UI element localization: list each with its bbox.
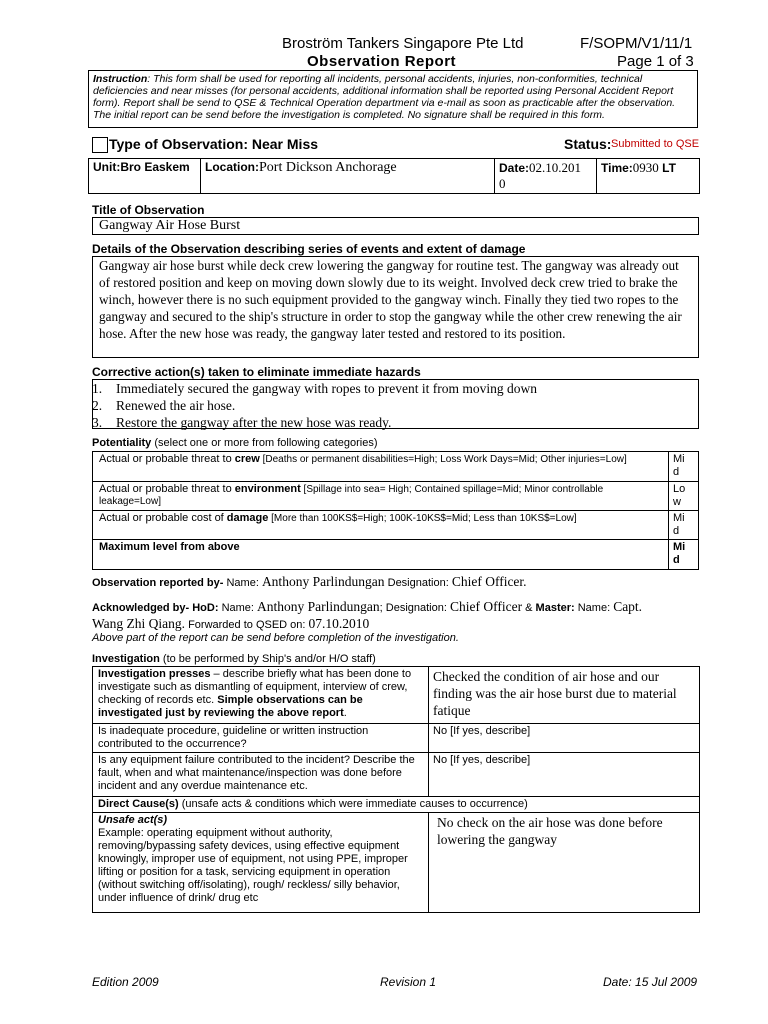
acknowledged-by: Acknowledged by- HoD: Name: Anthony Parlindungan; Designation: Chief Officer & Master: Name: Capt. Wang Zhi Qiang. Forwarded to QSED on: 07.10.2010: [92, 599, 643, 631]
unit-cell: Unit:Bro Easkem: [89, 159, 201, 194]
investigation-equipment-row: Is any equipment failure contributed to the incident? Describe the fault, when and what maintenance/inspection was done before incident and any overdue maintenance etc. No [If yes, describe]: [93, 753, 700, 797]
details-text: Gangway air hose burst while deck crew lowering the gangway for routine test. The gangway was already out of restored position and keep on moving down slowly due to its weight. Involved deck crew tried to brake the winch, however there is no such equipment provided to the gangway winch. Finally they tied two ropes to the gangway and secured to the ship's structure in order to stop the gangway while the other crew renewing the air hose. After the new hose was ready, the gangway later tested and restored to its position.: [92, 256, 699, 358]
potentiality-row-damage: Actual or probable cost of damage [More than 100KS$=High; 100K-10KS$=Mid; Less than 10KS$=Low] Mi d: [93, 511, 699, 540]
report-title: Observation Report: [307, 53, 457, 70]
page-number: Page 1 of 3: [617, 53, 694, 70]
investigation-procedure-row: Is inadequate procedure, guideline or written instruction contributed to the occurrence? No [If yes, describe]: [93, 724, 700, 753]
footer-revision: Revision 1: [380, 975, 437, 989]
status-value: Submitted to QSE: [611, 138, 700, 150]
type-checkbox[interactable]: [92, 137, 108, 153]
potentiality-table: [92, 451, 699, 570]
company-name: Broström Tankers Singapore Pte Ltd: [282, 35, 524, 52]
potentiality-row-crew: Actual or probable threat to crew [Deaths or permanent disabilities=High; Loss Work Days=Mid; Other injuries=Low] Mi d: [93, 452, 699, 482]
footer-date: Date: 15 Jul 2009: [603, 975, 698, 989]
document-code: F/SOPM/V1/11/1: [580, 35, 693, 52]
date-cell: Date:02.10.201 0: [495, 159, 597, 194]
title-of-observation-value: Gangway Air Hose Burst: [92, 217, 699, 235]
potentiality-row-max: Maximum level from above Mi d: [93, 540, 699, 570]
unsafe-acts-row: Unsafe act(s) Example: operating equipment without authority, removing/bypassing safety devices, using effective equipment knowingly, improper use of equipment, not using PPE, improper lifting or position for a task, servicing equipment in operation (without switching off/isolating), rough/ reckless/ silly behavior, under influence of drink/ drug etc No check on the air hose was done before lowering the gangway: [93, 813, 700, 913]
status-label: Status:: [564, 136, 612, 152]
instruction-box: [88, 70, 698, 128]
potentiality-label: Potentiality (select one or more from following categories): [92, 437, 378, 449]
instruction-label: Instruction: [93, 73, 148, 85]
details-label: Details of the Observation describing series of events and extent of damage: [92, 242, 526, 256]
reported-by: Observation reported by- Name: Anthony Parlindungan Designation: Chief Officer.: [92, 574, 527, 589]
corrective-label: Corrective action(s) taken to eliminate immediate hazards: [92, 365, 421, 379]
investigation-table: [92, 666, 700, 913]
info-table: [88, 158, 700, 194]
investigation-label: Investigation (to be performed by Ship's and/or H/O staff): [92, 653, 376, 665]
investigation-presses-row: Investigation presses – describe briefly what has been done to investigate such as dismantling of equipment, interview of crew, checking of records etc. Simple observations can be investigated just by reviewing the above report. Checked the condition of air hose and our finding was the air hose burst due to material fatique: [93, 667, 700, 724]
corrective-item: 3. Restore the gangway after the new hose was ready.: [92, 415, 392, 430]
type-of-observation: Type of Observation: Near Miss: [109, 136, 319, 152]
location-cell: Location:Port Dickson Anchorage: [201, 159, 495, 194]
footer-edition: Edition 2009: [92, 975, 159, 989]
title-of-observation-label: Title of Observation: [92, 203, 205, 217]
corrective-item: 1. Immediately secured the gangway with ropes to prevent it from moving down: [92, 381, 538, 396]
instruction-text: : This form shall be used for reporting all incidents, personal accidents, injuries, non-conformities, technical deficiencies and near misses (for personal accidents, additional information shall be reported using Personal Accident Report form). Report shall be send to QSE & Technical Operation department via e-mail as soon as practicable after the observation. The initial report can be send before the investigation is completed. No signature shall be required in this form.: [93, 73, 676, 121]
potentiality-row-environment: Actual or probable threat to environment [Spillage into sea= High; Contained spillage=Mid; Minor controllable leakage=Low] Lo w: [93, 482, 699, 511]
direct-cause-row: Direct Cause(s) (unsafe acts & conditions which were immediate causes to occurrence): [93, 797, 700, 813]
corrective-item: 2. Renewed the air hose.: [92, 398, 236, 413]
acknowledged-note: Above part of the report can be send before completion of the investigation.: [92, 632, 459, 644]
time-cell: Time:0930 LT: [597, 159, 700, 194]
corrective-list: [92, 379, 699, 429]
